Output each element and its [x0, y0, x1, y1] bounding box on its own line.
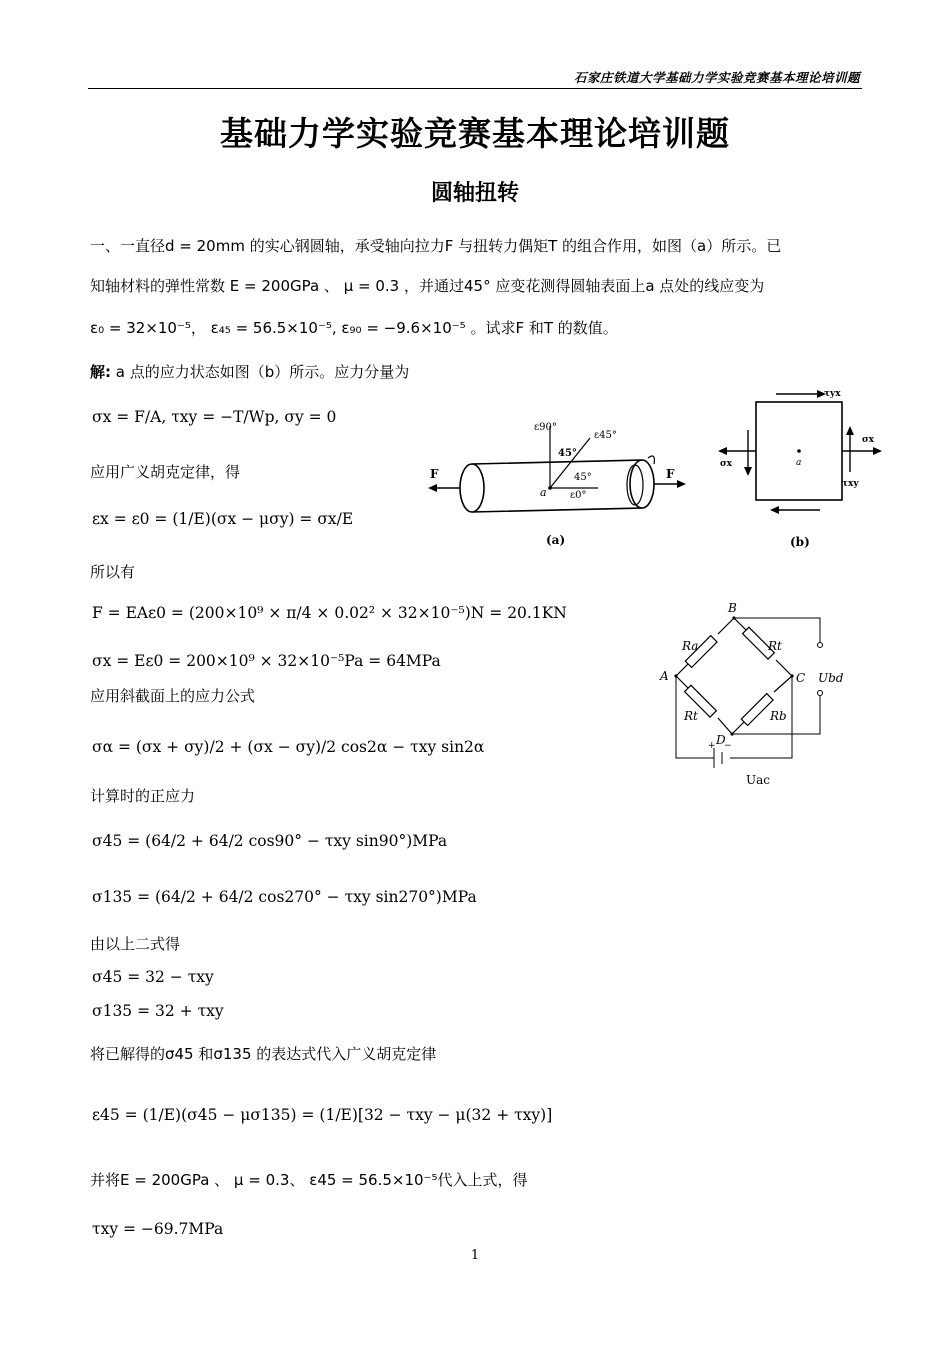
figure-a-caption: (a) [546, 533, 566, 547]
label-point-a: a [540, 486, 547, 499]
eq-force: F = EAε0 = (200×10⁹ × π/4 × 0.02² × 32×10⁻⁵)N = 20.1KN [92, 604, 567, 622]
substitute-label: 将已解得的σ45 和σ135 的表达式代入广义胡克定律 [90, 1045, 437, 1063]
normal-stress-label: 计算时的正应力 [90, 787, 196, 805]
label-eps0: ε0° [570, 490, 587, 501]
eq-sigma-alpha: σα = (σx + σy)/2 + (σx − σy)/2 cos2α − τxy sin2α [92, 738, 485, 756]
eq-epsilon-45: ε45 = (1/E)(σ45 − μσ135) = (1/E)[32 − τxy − μ(32 + τxy)] [92, 1106, 553, 1124]
label-eps45: ε45° [594, 430, 617, 441]
label-tau-yx: τyx [824, 389, 841, 399]
running-header: 石家庄铁道大学基础力学实验竞赛基本理论培训题 [573, 70, 860, 85]
label-angle-2: 45° [574, 472, 592, 483]
page-number: 1 [470, 1248, 480, 1263]
header-rule [88, 88, 862, 89]
voltage-Ubd: Ubd [818, 671, 844, 685]
from-label: 由以上二式得 [90, 935, 181, 953]
problem-line-2: 知轴材料的弹性常数 E = 200GPa 、 μ = 0.3 ，并通过45° 应变花测得圆轴表面上a 点处的线应变为 [90, 277, 765, 295]
voltage-Uac: Uac [746, 773, 770, 787]
therefore-label: 所以有 [90, 563, 136, 581]
eq-result-45: σ45 = 32 − τxy [92, 968, 214, 986]
label-sigma-x-left: σx [720, 459, 733, 469]
solution-intro [90, 362, 409, 382]
eq-sigma-135: σ135 = (64/2 + 64/2 cos270° − τxy sin270°)MPa [92, 888, 477, 906]
battery-minus: − [724, 741, 732, 751]
label-eps90: ε90° [534, 422, 557, 433]
problem-line-3: ε₀ = 32×10⁻⁵， ε₄₅ = 56.5×10⁻⁵, ε₉₀ = −9.6×10⁻⁵ 。试求F 和T 的数值。 [90, 319, 618, 337]
figure-b-caption: (b) [790, 535, 810, 549]
node-A: A [660, 669, 669, 683]
label-angle-1: 45° [558, 448, 577, 459]
bridge-circuit [656, 598, 856, 790]
problem-line-1: 一、一直径d = 20mm 的实心钢圆轴，承受轴向拉力F 与扭转力偶矩T 的组合作用，如图（a）所示。已 [90, 237, 782, 255]
resistor-Rt-top: Rt [768, 639, 782, 653]
resistor-Ra: Ra [682, 639, 699, 653]
resistor-Rb: Rb [770, 709, 787, 723]
eq-hooke: εx = ε0 = (1/E)(σx − μσy) = σx/E [92, 510, 354, 528]
hooke-label: 应用广义胡克定律，得 [90, 463, 241, 481]
figure-a-shaft [420, 412, 700, 552]
eq-sigma-x: σx = Eε0 = 200×10⁹ × 32×10⁻⁵Pa = 64MPa [92, 652, 441, 670]
and-label: 并将E = 200GPa 、 μ = 0.3、 ε45 = 56.5×10⁻⁵代入上式，得 [90, 1171, 528, 1189]
oblique-label: 应用斜截面上的应力公式 [90, 687, 256, 705]
eq-result-135: σ135 = 32 + τxy [92, 1002, 224, 1020]
page-title: 基础力学实验竞赛基本理论培训题 [220, 114, 730, 153]
node-C: C [796, 671, 806, 685]
label-sigma-x-right: σx [862, 435, 875, 445]
eq-stress-components: σx = F/A, τxy = −T/Wp, σy = 0 [92, 408, 337, 426]
label-b-point-a: a [796, 458, 802, 468]
solution-label: 解: [90, 363, 111, 381]
battery-plus: + [708, 741, 716, 751]
section-subtitle: 圆轴扭转 [430, 181, 519, 206]
node-D: D [716, 733, 726, 747]
solution-intro-text: a 点的应力状态如图（b）所示。应力分量为 [115, 363, 410, 381]
label-tau-xy: τxy [842, 479, 859, 489]
label-F-right: F [666, 467, 675, 481]
figure-b-element [716, 386, 886, 550]
eq-tau-result: τxy = −69.7MPa [92, 1220, 224, 1238]
node-B: B [728, 601, 737, 615]
label-F-left: F [430, 467, 439, 481]
eq-sigma-45: σ45 = (64/2 + 64/2 cos90° − τxy sin90°)MPa [92, 832, 448, 850]
resistor-Rt-bottom: Rt [684, 709, 698, 723]
